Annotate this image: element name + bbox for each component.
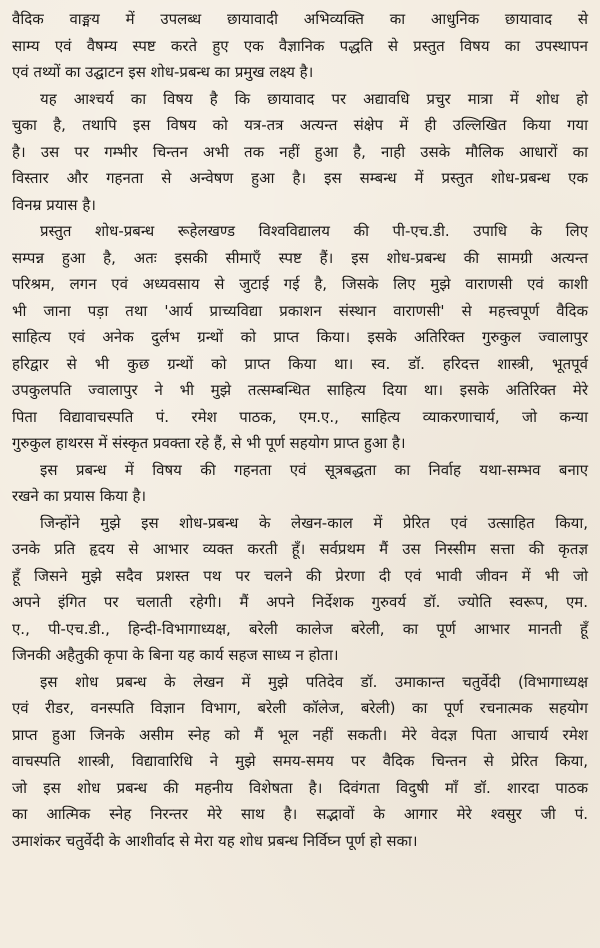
text-line: का आत्मिक स्नेह निरन्तर मेरे साथ है। सद्भावों के आगार मेरे श्वसुर जी पं. [12,805,588,823]
text-line: एवं रीडर, वनस्पति विज्ञान विभाग, बरेली कॉलेज, बरेली) का पूर्ण रचनात्मक सहयोग [12,699,588,717]
text-line: सम्पन्न हुआ है, अतः इसकी सीमाएँ स्पष्ट हैं। इस शोध-प्रबन्ध की सामग्री अत्यन्त [12,248,588,267]
paragraph-4 [12,457,588,510]
text-line: रखने का प्रयास किया है। [12,487,147,505]
text-line: साम्य एवं वैषम्य स्पष्ट करते हुए एक वैज्ञानिक पद्धति से प्रस्तुत विषय का उपस्थापन [12,36,588,55]
text-line: इस प्रबन्ध में विषय की गहनता एवं सूत्रबद्धता का निर्वाह यथा-सम्भव बनाए [40,460,588,479]
text-line: प्रस्तुत शोध-प्रबन्ध रूहेलखण्ड विश्वविद्यालय की पी-एच.डी. उपाधि के लिए [40,222,588,240]
text-line: एवं तथ्यों का उद्घाटन इस शोध-प्रबन्ध का प्रमुख लक्ष्य है। [12,63,314,81]
text-line: वाचस्पति शास्त्री, विद्यावारिधि ने मुझे समय-समय पर वैदिक चिन्तन से प्रेरित किया, [12,752,588,770]
text-line: गुरुकुल हाथरस में संस्कृत प्रवक्ता रहे हैं, से भी पूर्ण सहयोग प्राप्त हुआ है। [12,434,406,452]
text-line: साहित्य एवं अनेक दुर्लभ ग्रन्थों को प्राप्त किया। इसके अतिरिक्त गुरुकुल ज्वालापुर [12,328,588,346]
paragraph-3 [12,218,588,457]
text-line: परिश्रम, लगन एवं अध्यवसाय से जुटाई गई है, जिसके लिए मुझे वाराणसी एवं काशी [12,275,588,293]
text-line: जो इस शोध प्रबन्ध की महनीय विशेषता है। दिवंगता विदुषी माँ डॉ. शारदा पाठक [12,778,588,797]
text-line: चुका है, तथापि इस विषय को यत्र-तत्र अत्यन्त संक्षेप में ही उल्लिखित किया गया [12,116,588,134]
text-line: है। उस पर गम्भीर चिन्तन अभी तक नहीं हुआ है, नाही उसके मौलिक आधारों का [12,142,588,161]
text-line: जिन्होंने मुझे इस शोध-प्रबन्ध के लेखन-काल में प्रेरित एवं उत्साहित किया, [40,513,588,532]
paragraph-1 [12,6,588,86]
text-line: विनम्र प्रयास है। [12,195,96,214]
text-line: भी जाना पड़ा तथा 'आर्य प्राच्यविद्या प्रकाशन संस्थान वाराणसी' से महत्त्वपूर्ण वैदिक [12,301,588,320]
paragraph-6 [12,669,588,855]
text-line: अपने इंगित पर चलाती रहेगी। मैं अपने निर्देशक गुरुवर्य डॉ. ज्योति स्वरूप, एम. [12,593,588,611]
text-line: ए., पी-एच.डी., हिन्दी-विभागाध्यक्ष, बरेली कालेज बरेली, का पूर्ण आभार मानती हूँ [12,619,588,638]
text-line: हरिद्वार से भी कुछ ग्रन्थों को प्राप्त किया था। स्व. डॉ. हरिदत्त शास्त्री, भूतपूर्व [12,354,588,373]
text-line: पिता विद्यावाचस्पति पं. रमेश पाठक, एम.ए., साहित्य व्याकरणाचार्य, जो कन्या [12,407,588,426]
text-line: यह आश्चर्य का विषय है कि छायावाद पर अद्यावधि प्रचुर मात्रा में शोध हो [40,89,588,108]
text-line: उमाशंकर चतुर्वेदी के आशीर्वाद से मेरा यह शोध प्रबन्ध निर्विघ्न पूर्ण हो सका। [12,831,418,850]
paragraph-2 [12,86,588,219]
text-line: उपकुलपति ज्वालापुर ने भी मुझे तत्सम्बन्धित साहित्य दिया था। इसके अतिरिक्त मेरे [12,381,588,399]
paragraph-5 [12,510,588,669]
text-line: हूँ जिसने मुझे सदैव प्रशस्त पथ पर चलने की प्रेरणा दी एवं भावी जीवन में भी जो [12,566,588,585]
text-line: वैदिक वाङ्मय में उपलब्ध छायावादी अभिव्यक्ति का आधुनिक छायावाद से [12,10,588,28]
text-line: इस शोध प्रबन्ध के लेखन में मुझे पतिदेव डॉ. उमाकान्त चतुर्वेदी (विभागाध्यक्ष [40,672,588,691]
text-line: प्राप्त हुआ जिनके असीम स्नेह को मैं भूल नहीं सकती। मेरे वेदज्ञ पिता आचार्य रमेश [12,725,588,744]
text-line: उनके प्रति हृदय से आभार व्यक्त करती हूँ। सर्वप्रथम मैं उस निस्सीम सत्ता की कृतज्ञ [12,540,588,558]
text-line: विस्तार और गहनता से अन्वेषण हुआ है। इस सम्बन्ध में प्रस्तुत शोध-प्रबन्ध एक [12,169,588,187]
text-line: जिनकी अहैतुकी कृपा के बिना यह कार्य सहज साध्य न होता। [12,646,339,664]
